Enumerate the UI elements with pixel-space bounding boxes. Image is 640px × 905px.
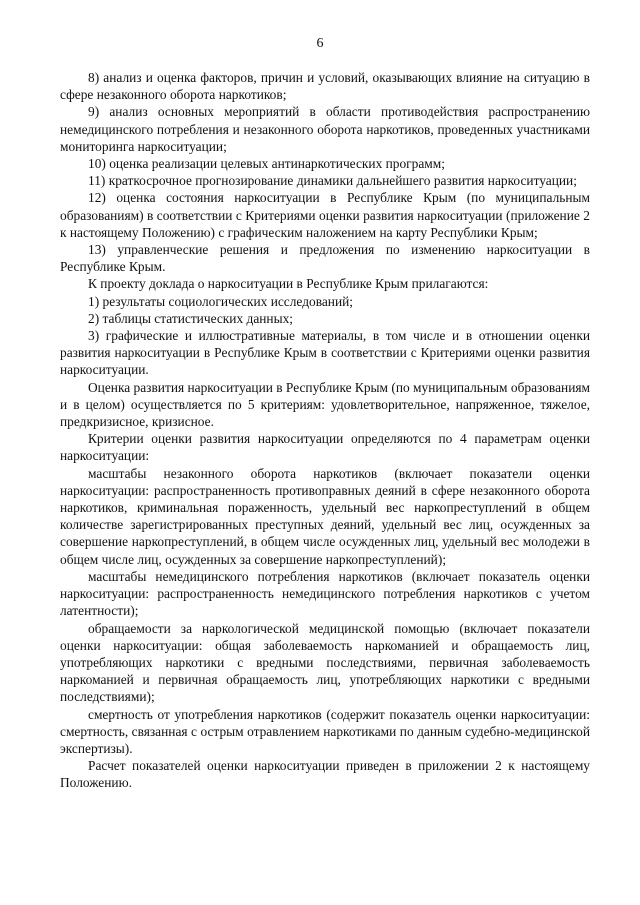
document-body [60,69,590,792]
list-item-10: 10) оценка реализации целевых антинаркотических программ; [88,156,445,172]
calculation-reference: Расчет показателей оценки наркоситуации приведен в приложении 2 к настоящему Положению. [60,758,590,791]
list-item-12: 12) оценка состояния наркоситуации в Республике Крым (по муниципальным образованиям) в соответствии с Критериями оценки развития наркоситуации (приложение 2 к настоящему Положению) с графическим наложением на карту Республики Крым; [60,190,590,240]
parameter-illegal-trafficking: масштабы незаконного оборота наркотиков (включает показатели оценки наркоситуации: распространенность противоправных деяний в сфере незаконного оборота наркотиков, криминальная пораженность, удельный вес наркопреступлений в общем количестве зарегистрированных преступных деяний, удельный вес лиц, осужденных за совершение наркопреступлений, в общем числе осужденных лиц, удельный вес молодежи в общем числе лиц, осужденных за совершение наркопреступлений); [60,465,590,567]
attachments-intro: К проекту доклада о наркоситуации в Республике Крым прилагаются: [88,276,489,292]
list-item-9: 9) анализ основных мероприятий в области противодействия распространению немедицинского потребления и незаконного оборота наркотиков, проведенных участниками мониторинга наркоситуации; [60,104,590,154]
attachment-item-1: 1) результаты социологических исследований; [88,293,354,309]
attachment-item-3: 3) графические и иллюстративные материалы, в том числе и в отношении оценки развития наркоситуации в Республике Крым в соответствии с Критериями оценки развития наркоситуации. [60,328,590,378]
parameter-mortality: смертность от употребления наркотиков (содержит показатель оценки наркоситуации: смертность, связанная с острым отравлением наркотиками по данным судебно-медицинской экспертизы). [60,706,590,756]
page-number: 6 [316,36,324,51]
list-item-11: 11) краткосрочное прогнозирование динамики дальнейшего развития наркоситуации; [88,173,577,189]
parameter-non-medical-use: масштабы немедицинского потребления наркотиков (включает показатель оценки наркоситуации: распространенность немедицинского потребления наркотиков с учетом латентности); [60,568,590,619]
parameter-medical-care: обращаемости за наркологической медицинской помощью (включает показатели оценки наркоситуации: общая заболеваемость наркоманией и обращаемость лиц, употребляющих наркотики с вредными последствиями, первичная заболеваемость наркоманией и первичная обращаемость лиц, употребляющих наркотики с вредными последствиями); [60,620,590,705]
parameters-intro: Критерии оценки развития наркоситуации определяются по 4 параметрам оценки наркоситуации: [60,431,590,464]
attachment-item-2: 2) таблицы статистических данных; [88,310,294,326]
criteria-paragraph: Оценка развития наркоситуации в Республике Крым (по муниципальным образованиям и в целом) осуществляется по 5 критериям: удовлетворительное, напряженное, тяжелое, предкризисное, кризисное. [60,379,590,430]
list-item-8: 8) анализ и оценка факторов, причин и условий, оказывающих влияние на ситуацию в сфере незаконного оборота наркотиков; [60,70,590,103]
list-item-13: 13) управленческие решения и предложения по изменению наркоситуации в Республике Крым. [60,242,590,275]
